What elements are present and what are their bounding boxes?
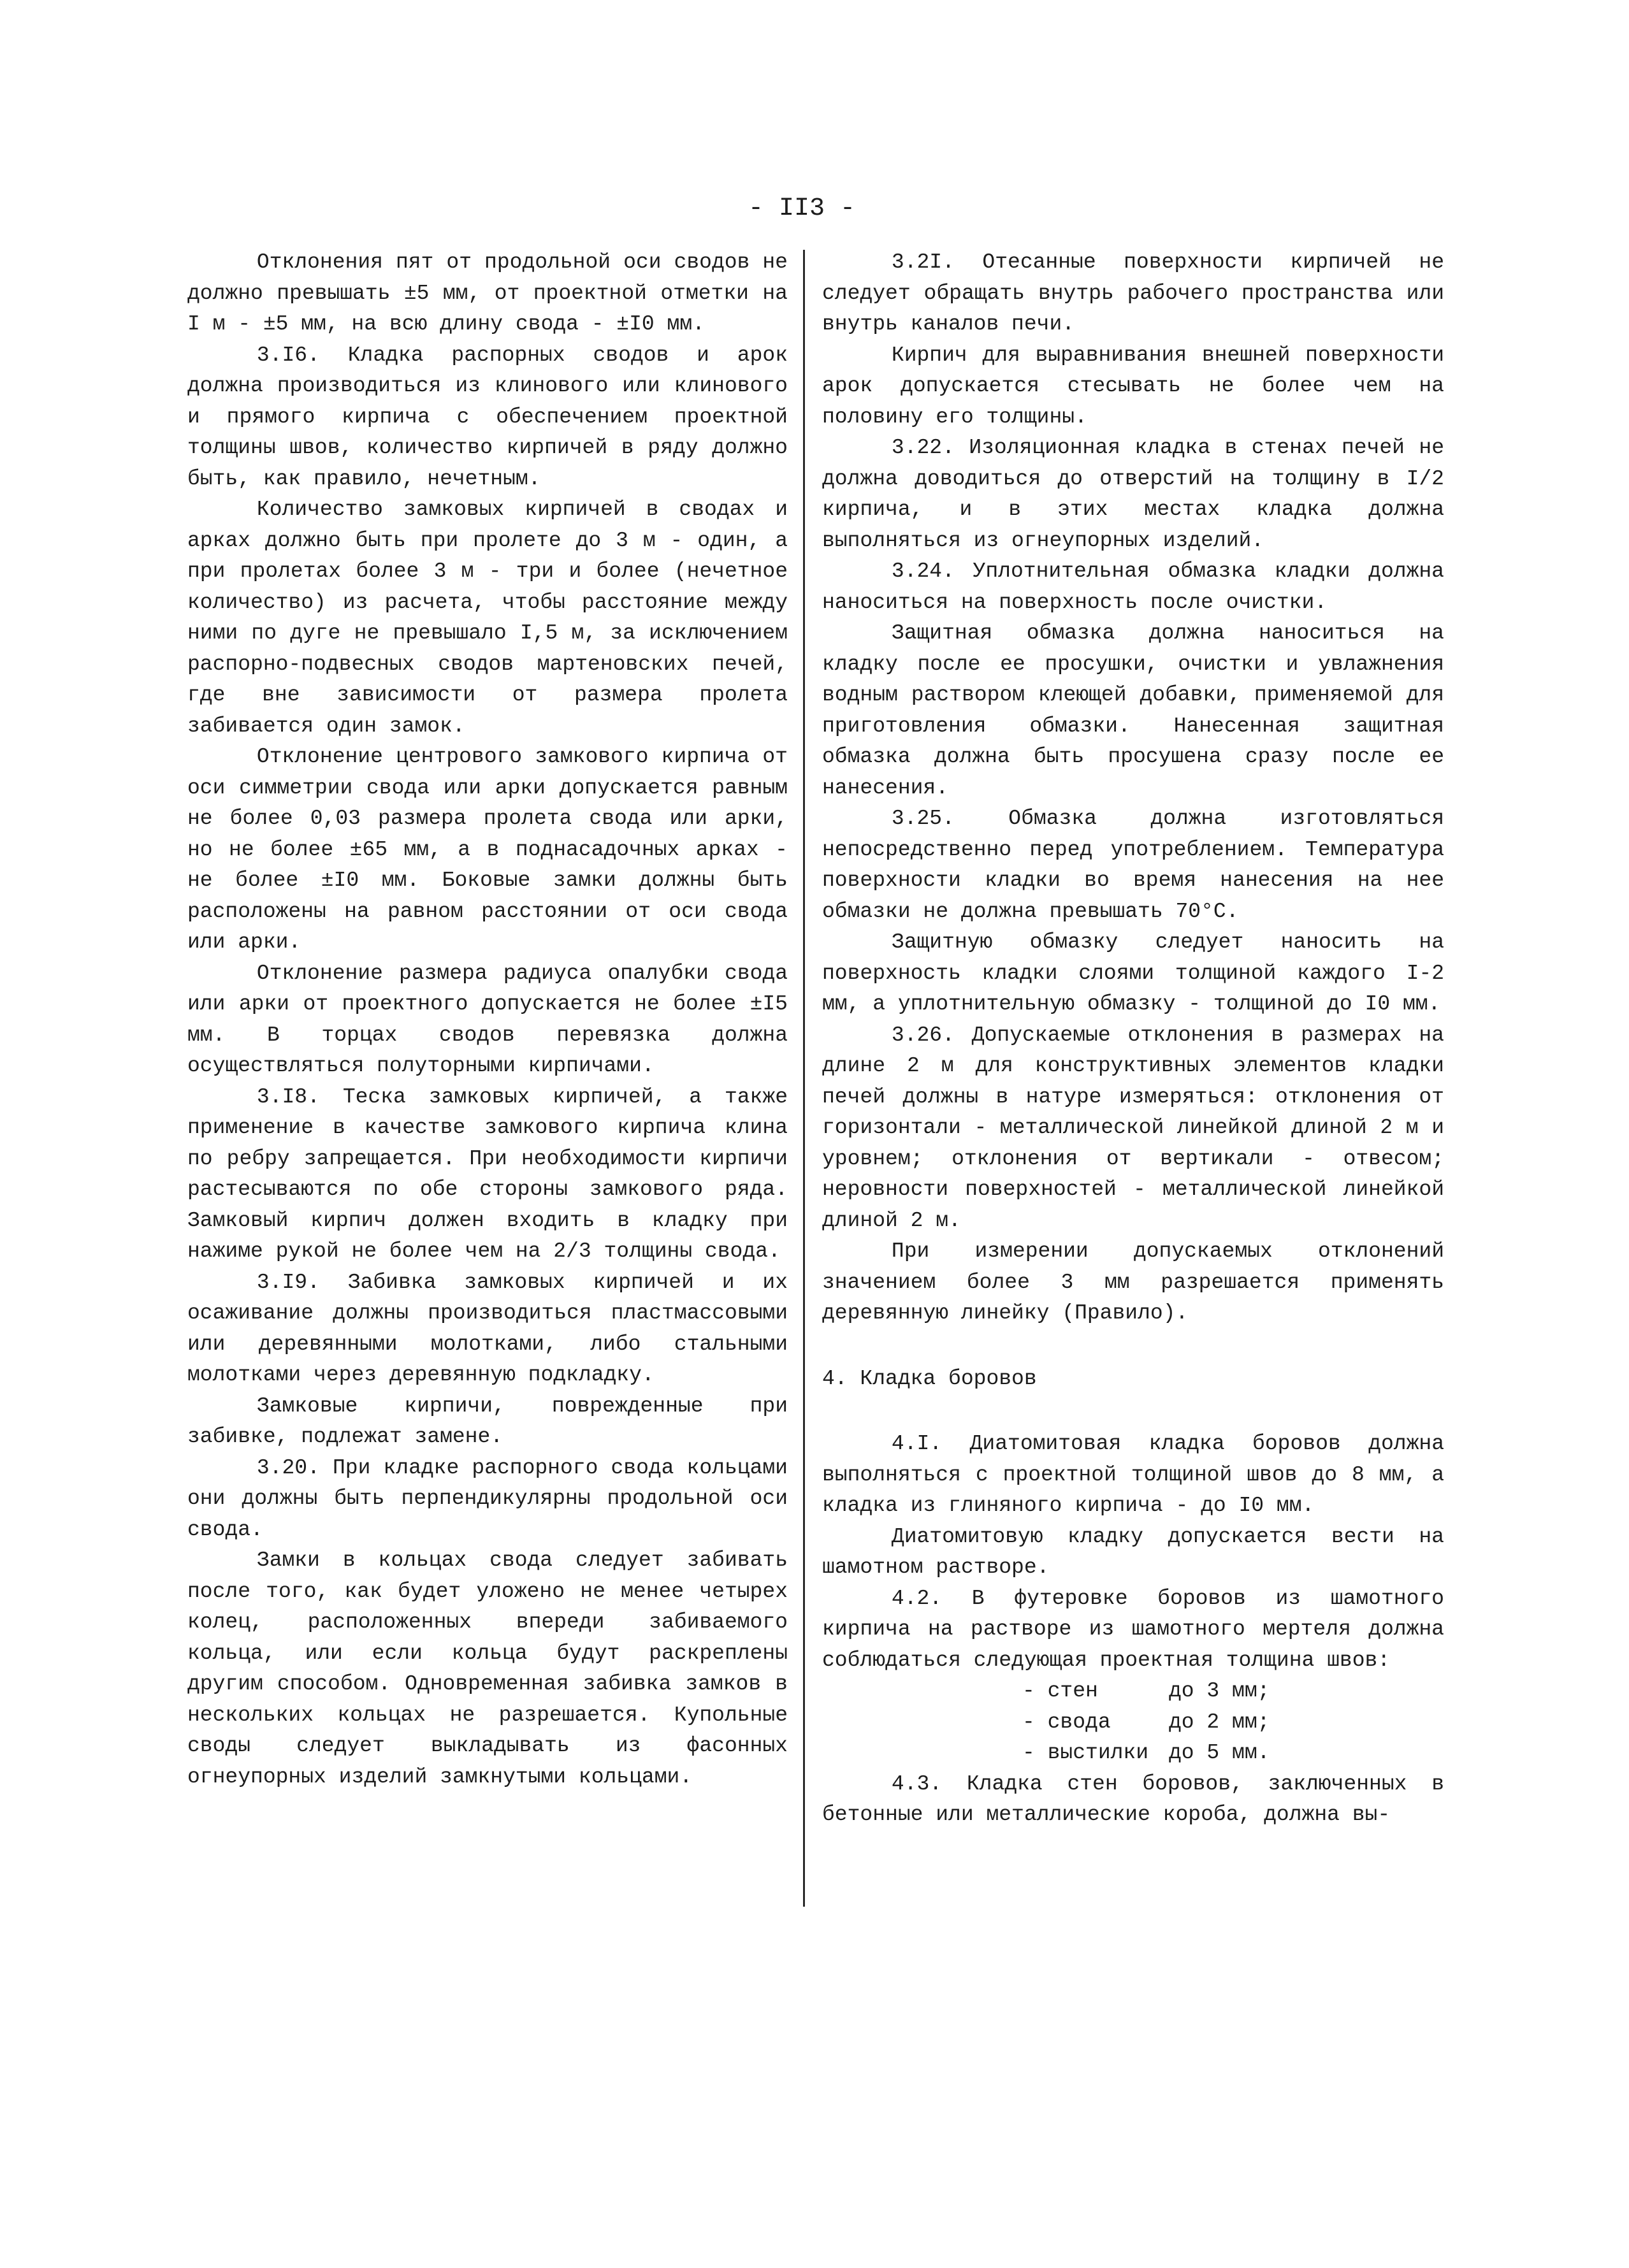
right-column — [822, 247, 1444, 1831]
list-term: - стен — [1022, 1679, 1098, 1703]
paragraph: 3.26. Допускаемые отклонения в размерах на длине 2 м для конструктивных элементов кладки печей должны в натуре измеряться: отклонения от горизонтали - металлической линейкой длиной 2 м и уровнем; отклонения от вертикали - отвесом; неровности поверхностей - металлической линейкой длиной 2 м. — [822, 1023, 1444, 1232]
seam-thickness-list — [822, 1676, 1444, 1769]
paragraph: Защитную обмазку следует наносить на поверхность кладки слоями толщиной каждого I-2 мм, а уплотнительную обмазку - толщиной до I0 мм. — [822, 930, 1444, 1016]
paragraph: 4.3. Кладка стен боровов, заключенных в бетонные или металлические короба, должна вы- — [822, 1772, 1444, 1826]
list-value: до 5 мм. — [1169, 1741, 1270, 1765]
paragraph: Отклонение размера радиуса опалубки свода или арки от проектного допускается не более ±I5 мм. В торцах сводов перевязка должна осуществляться полуторными кирпичами. — [187, 961, 788, 1078]
list-term: - выстилки — [1022, 1741, 1149, 1765]
paragraph: 3.25. Обмазка должна изготовляться непосредственно перед употреблением. Температура поверхности кладки во время нанесения на нее обмазки не должна превышать 70°С. — [822, 807, 1444, 923]
list-term: - свода — [1022, 1710, 1111, 1734]
list-value: до 2 мм; — [1169, 1710, 1270, 1734]
paragraph: 4.2. В футеровке боровов из шамотного кирпича на растворе из шамотного мертеля должна соблюдаться следующая проектная толщина швов: — [822, 1586, 1444, 1672]
page-number: - II3 - — [748, 194, 856, 223]
list-item — [822, 1738, 1444, 1769]
paragraph: Замки в кольцах свода следует забивать после того, как будет уложено не менее четырех колец, расположенных впереди забиваемого кольца, или если кольца будут раскреплены другим способом. Одновременная забивка замков в нескольких кольцах не разрешается. Купольные своды следует выкладывать из фасонных огнеупорных изделий замкнутыми кольцами. — [187, 1549, 788, 1789]
paragraph: 4.I. Диатомитовая кладка боровов должна выполняться с проектной толщиной швов до 8 мм, а кладка из глиняного кирпича - до I0 мм. — [822, 1432, 1444, 1517]
paragraph: Отклонения пят от продольной оси сводов не должно превышать ±5 мм, от проектной отметки на I м - ±5 мм, на всю длину свода - ±I0 мм. — [187, 250, 788, 336]
paragraph: 3.I6. Кладка распорных сводов и арок должна производиться из клинового или клинового и прямого кирпича с обеспечением проектной толщины швов, количество кирпичей в ряду должно быть, как правило, нечетным. — [187, 343, 788, 491]
paragraph: 3.I9. Забивка замковых кирпичей и их осаживание должны производиться пластмассовыми или деревянными молотками, либо стальными молотками через деревянную подкладку. — [187, 1270, 788, 1387]
paragraph: Количество замковых кирпичей в сводах и арках должно быть при пролете до 3 м - один, а при пролетах более 3 м - три и более (нечетное количество) из расчета, чтобы расстояние между ними по дуге не превышало I,5 м, за исключением распорно-подвесных сводов мартеновских печей, где вне зависимости от размера пролета забивается один замок. — [187, 498, 788, 738]
list-item — [822, 1707, 1444, 1738]
list-item — [822, 1676, 1444, 1707]
column-divider — [803, 250, 805, 1907]
paragraph: 3.2I. Отесанные поверхности кирпичей не следует обращать внутрь рабочего пространства или внутрь каналов печи. — [822, 250, 1444, 336]
paragraph: Замковые кирпичи, поврежденные при забивке, подлежат замене. — [187, 1394, 788, 1448]
left-column — [187, 247, 788, 1793]
paragraph: 3.24. Уплотнительная обмазка кладки должна наноситься на поверхность после очистки. — [822, 560, 1444, 614]
list-value: до 3 мм; — [1169, 1679, 1270, 1703]
paragraph: Диатомитовую кладку допускается вести на шамотном растворе. — [822, 1524, 1444, 1579]
paragraph: 3.I8. Теска замковых кирпичей, а также применение в качестве замкового кирпича клина по ребру запрещается. При необходимости кирпичи растесываются по обе стороны замкового ряда. Замковый кирпич должен входить в кладку при нажиме рукой не более чем на 2/3 толщины свода. — [187, 1085, 788, 1263]
section-title: 4. Кладка боровов — [822, 1366, 1037, 1390]
paragraph: 3.22. Изоляционная кладка в стенах печей не должна доводиться до отверстий на толщину в I/2 кирпича, и в этих местах кладка должна выполняться из огнеупорных изделий. — [822, 436, 1444, 553]
paragraph: Отклонение центрового замкового кирпича от оси симметрии свода или арки допускается равным не более 0,03 размера пролета свода или арки, но не более ±65 мм, а в поднасадочных арках - не более ±I0 мм. Боковые замки должны быть расположены на равном расстоянии от оси свода или арки. — [187, 745, 788, 954]
paragraph: При измерении допускаемых отклонений значением более 3 мм разрешается применять деревянную линейку (Правило). — [822, 1239, 1444, 1325]
paragraph: Кирпич для выравнивания внешней поверхности арок допускается стесывать не более чем на половину его толщины. — [822, 343, 1444, 429]
paragraph: 3.20. При кладке распорного свода кольцами они должны быть перпендикулярны продольной оси свода. — [187, 1455, 788, 1542]
paragraph: Защитная обмазка должна наноситься на кладку после ее просушки, очистки и увлажнения водным раствором клеющей добавки, применяемой для приготовления обмазки. Нанесенная защитная обмазка должна быть просушена сразу после ее нанесения. — [822, 621, 1444, 800]
